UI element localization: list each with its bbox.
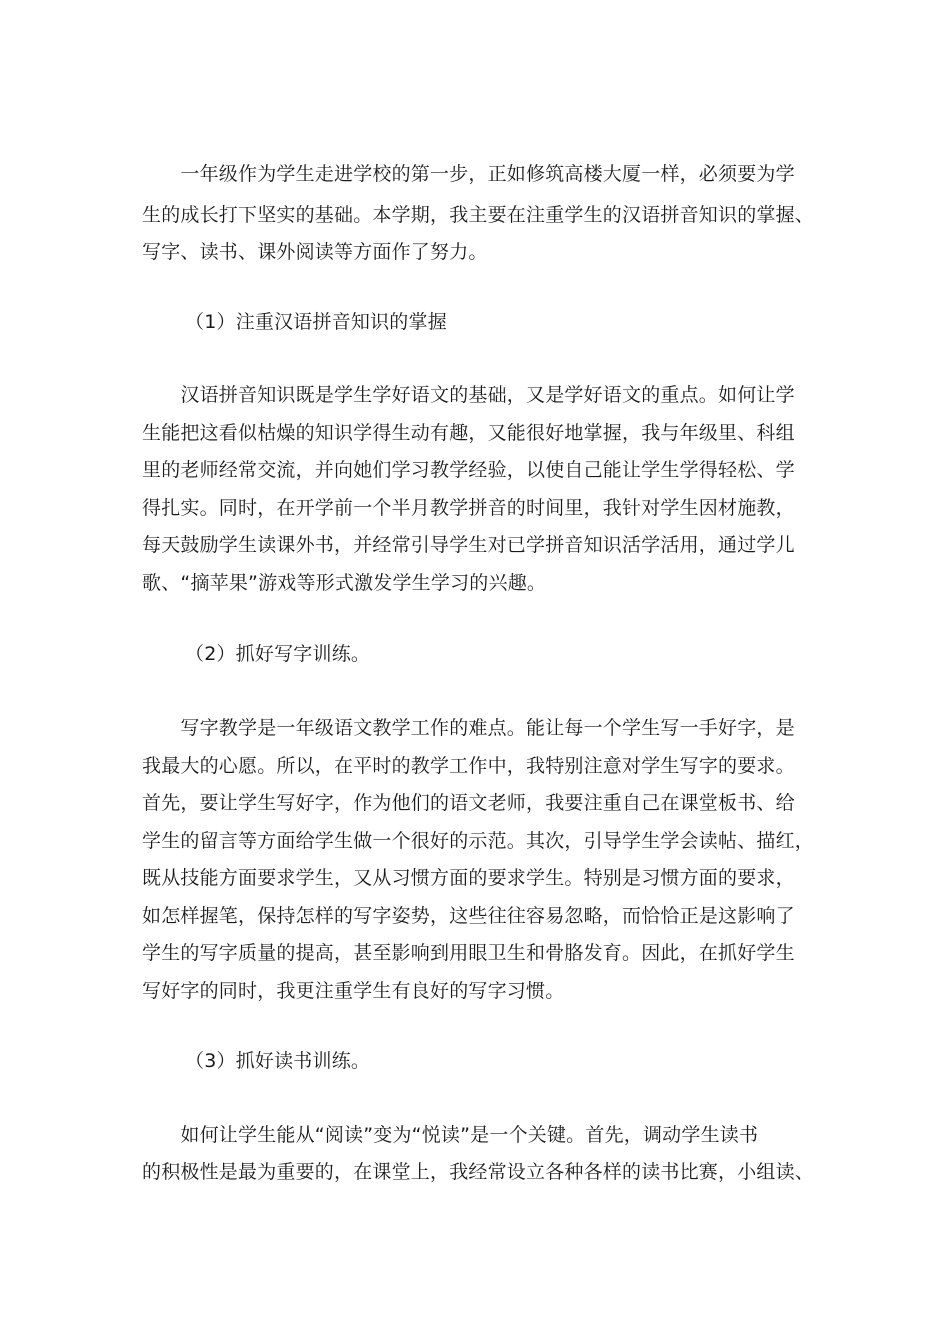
paragraph-3-line-4: 学生的留言等方面给学生做一个很好的示范。其次，引导学生学会读帖、描红， xyxy=(142,830,815,852)
paragraph-3-line-6: 如怎样握笔，保持怎样的写字姿势，这些往往容易忽略，而恰恰正是这影响了 xyxy=(142,905,795,927)
paragraph-2-line-6: 歌、“摘苹果”游戏等形式激发学生学习的兴趣。 xyxy=(142,572,547,594)
paragraph-1-line-3: 写字、读书、课外阅读等方面作了努力。 xyxy=(142,241,488,263)
paragraph-4-line-1: 如何让学生能从“阅读”变为“悦读”是一个关键。首先，调动学生读书 xyxy=(142,1124,759,1146)
paragraph-2-line-1: 汉语拼音知识既是学生学好语文的基础，又是学好语文的重点。如何让学 xyxy=(142,384,795,406)
section-heading-3: （3）抓好读书训练。 xyxy=(185,1050,371,1072)
paragraph-3-line-8: 写好字的同时，我更注重学生有良好的写字习惯。 xyxy=(142,980,565,1002)
section-heading-1: （1）注重汉语拼音知识的掌握 xyxy=(185,311,447,333)
paragraph-3-line-3: 首先，要让学生写好字，作为他们的语文老师，我要注重自己在课堂板书、给 xyxy=(142,792,795,814)
paragraph-2-line-2: 生能把这看似枯燥的知识学得生动有趣，又能很好地掌握，我与年级里、科组 xyxy=(142,422,795,444)
paragraph-2-line-5: 每天鼓励学生读课外书，并经常引导学生对已学拼音知识活学活用，通过学儿 xyxy=(142,534,795,556)
paragraph-2-line-4: 得扎实。同时，在开学前一个半月教学拼音的时间里，我针对学生因材施教， xyxy=(142,497,795,519)
paragraph-3-line-7: 学生的写字质量的提高，甚至影响到用眼卫生和骨胳发育。因此，在抓好学生 xyxy=(142,942,795,964)
paragraph-3-line-2: 我最大的心愿。所以，在平时的教学工作中，我特别注意对学生写字的要求。 xyxy=(142,755,795,777)
section-heading-2: （2）抓好写字训练。 xyxy=(185,643,371,665)
paragraph-3-line-5: 既从技能方面要求学生，又从习惯方面的要求学生。特别是习惯方面的要求， xyxy=(142,867,795,889)
paragraph-4-line-2: 的积极性是最为重要的，在课堂上，我经常设立各种各样的读书比赛，小组读、 xyxy=(142,1161,815,1183)
paragraph-1-line-2: 生的成长打下坚实的基础。本学期，我主要在注重学生的汉语拼音知识的掌握、 xyxy=(142,204,815,226)
paragraph-3-line-1: 写字教学是一年级语文教学工作的难点。能让每一个学生写一手好字，是 xyxy=(142,717,795,739)
paragraph-1-line-1: 一年级作为学生走进学校的第一步，正如修筑高楼大厦一样，必须要为学 xyxy=(142,163,795,185)
paragraph-2-line-3: 里的老师经常交流，并向她们学习教学经验，以使自己能让学生学得轻松、学 xyxy=(142,459,795,481)
